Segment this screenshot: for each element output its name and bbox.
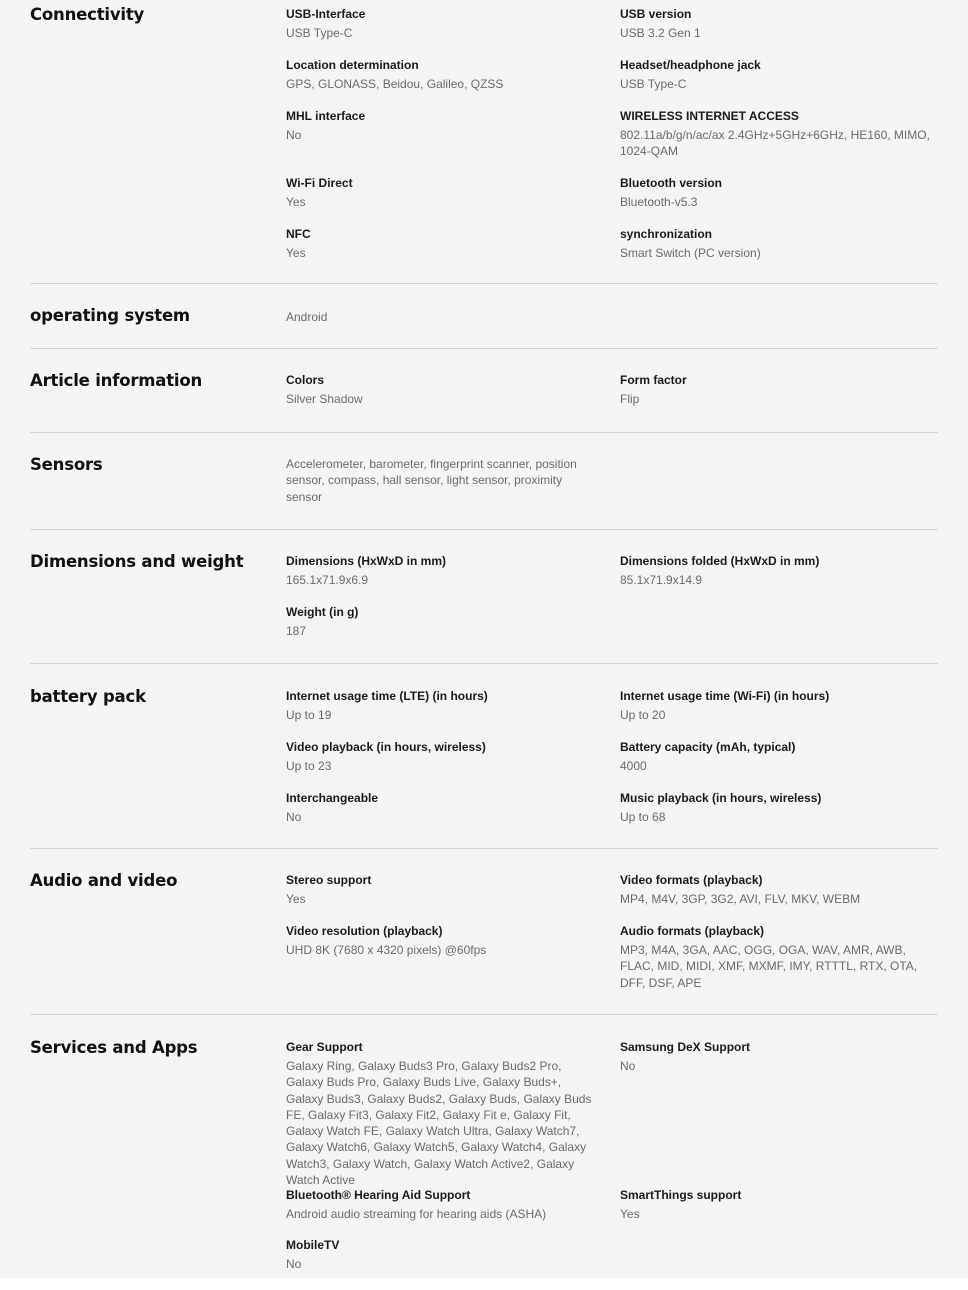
- spec-usb-interface: [286, 6, 596, 41]
- spec-internet-usage-lte: [286, 688, 596, 723]
- spec-value: Android: [286, 310, 328, 324]
- section-title: battery pack: [30, 687, 146, 706]
- section-title: Connectivity: [30, 5, 145, 24]
- spec-internet-usage-wifi: [620, 688, 930, 723]
- spec-label: Gear Support: [286, 1040, 363, 1054]
- spec-hearing-aid-support: [286, 1187, 596, 1222]
- spec-label: Audio formats (playback): [620, 924, 765, 938]
- spec-value: Flip: [620, 392, 640, 406]
- spec-value: 802.11a/b/g/n/ac/ax 2.4GHz+5GHz+6GHz, HE160, MIMO, 1024-QAM: [620, 128, 930, 159]
- spec-label: NFC: [286, 227, 311, 241]
- spec-label: Video playback (in hours, wireless): [286, 740, 486, 754]
- spec-value: Smart Switch (PC version): [620, 246, 761, 260]
- spec-mobiletv: [286, 1237, 596, 1272]
- spec-value: Up to 19: [286, 708, 332, 722]
- spec-value: No: [620, 1059, 636, 1073]
- spec-label: Dimensions (HxWxD in mm): [286, 554, 447, 568]
- section-divider: [30, 432, 938, 433]
- spec-audio-formats: [620, 923, 930, 991]
- spec-smartthings-support: [620, 1187, 930, 1222]
- spec-value: Yes: [620, 1207, 640, 1221]
- spec-label: USB version: [620, 7, 692, 21]
- spec-value: MP3, M4A, 3GA, AAC, OGG, OGA, WAV, AMR, AWB, FLAC, MID, MIDI, XMF, MXMF, IMY, RTTTL, RTX, OTA, DFF, DSF, APE: [620, 943, 918, 990]
- spec-value: Galaxy Ring, Galaxy Buds3 Pro, Galaxy Buds2 Pro, Galaxy Buds Pro, Galaxy Buds Live, Galaxy Buds+, Galaxy Buds3, Galaxy Buds2, Galaxy Buds, Galaxy Buds FE, Galaxy Fit3, Galaxy Fit2, Galaxy Fit e, Galaxy Fit, Galaxy Watch FE, Galaxy Watch Ultra, Galaxy Watch7, Galaxy Watch6, Galaxy Watch5, Galaxy Watch4, Galaxy Watch3, Galaxy Watch, Galaxy Watch Active2, Galaxy Watch Active: [286, 1059, 592, 1188]
- section-divider: [30, 663, 938, 664]
- spec-label: USB-Interface: [286, 7, 366, 21]
- section-divider: [30, 529, 938, 530]
- spec-operating-system: [286, 309, 596, 325]
- spec-label: Video resolution (playback): [286, 924, 443, 938]
- spec-value: Android audio streaming for hearing aids (ASHA): [286, 1207, 547, 1221]
- spec-interchangeable: [286, 790, 596, 825]
- section-title: Audio and video: [30, 871, 178, 890]
- spec-headset-jack: [620, 57, 930, 92]
- spec-label: Samsung DeX Support: [620, 1040, 751, 1054]
- spec-value: USB 3.2 Gen 1: [620, 26, 701, 40]
- spec-label: Video formats (playback): [620, 873, 763, 887]
- spec-label: Dimensions folded (HxWxD in mm): [620, 554, 820, 568]
- spec-label: Music playback (in hours, wireless): [620, 791, 822, 805]
- spec-value: MP4, M4V, 3GP, 3G2, AVI, FLV, MKV, WEBM: [620, 892, 861, 906]
- spec-dimensions: [286, 553, 596, 588]
- spec-label: Colors: [286, 373, 325, 387]
- spec-label: SmartThings support: [620, 1188, 742, 1202]
- section-title: Dimensions and weight: [30, 552, 244, 571]
- spec-label: MobileTV: [286, 1238, 340, 1252]
- spec-bluetooth-version: [620, 175, 930, 210]
- spec-value: Up to 23: [286, 759, 332, 773]
- spec-usb-version: [620, 6, 930, 41]
- spec-nfc: [286, 226, 596, 261]
- spec-weight: [286, 604, 596, 639]
- spec-video-resolution: [286, 923, 596, 958]
- spec-label: Wi-Fi Direct: [286, 176, 353, 190]
- spec-battery-capacity: [620, 739, 930, 774]
- spec-value: Bluetooth-v5.3: [620, 195, 698, 209]
- spec-label: Battery capacity (mAh, typical): [620, 740, 796, 754]
- spec-value: Yes: [286, 892, 306, 906]
- spec-dimensions-folded: [620, 553, 930, 588]
- spec-sensors: [286, 456, 592, 505]
- section-divider: [30, 1014, 938, 1015]
- spec-label: Stereo support: [286, 873, 372, 887]
- section-title: Sensors: [30, 455, 103, 474]
- spec-wireless-internet-access: [620, 108, 930, 160]
- section-title: Article information: [30, 371, 203, 390]
- section-title: operating system: [30, 306, 190, 325]
- spec-form-factor: [620, 372, 930, 407]
- spec-stereo-support: [286, 872, 596, 907]
- section-title: Services and Apps: [30, 1038, 198, 1057]
- spec-value: Up to 68: [620, 810, 666, 824]
- spec-label: Weight (in g): [286, 605, 359, 619]
- spec-label: MHL interface: [286, 109, 366, 123]
- spec-label: synchronization: [620, 227, 713, 241]
- spec-value: No: [286, 810, 302, 824]
- spec-label: Interchangeable: [286, 791, 379, 805]
- section-divider: [30, 283, 938, 284]
- spec-label: Headset/headphone jack: [620, 58, 761, 72]
- spec-value: Up to 20: [620, 708, 666, 722]
- spec-label: Location determination: [286, 58, 419, 72]
- spec-value: Silver Shadow: [286, 392, 363, 406]
- spec-value: 165.1x71.9x6.9: [286, 573, 369, 587]
- spec-value: Yes: [286, 195, 306, 209]
- section-divider: [30, 348, 938, 349]
- spec-video-formats: [620, 872, 930, 907]
- spec-value: Yes: [286, 246, 306, 260]
- spec-value: USB Type-C: [620, 77, 687, 91]
- spec-location-determination: [286, 57, 596, 92]
- spec-value: Accelerometer, barometer, fingerprint scanner, position sensor, compass, hall sensor, light sensor, proximity sensor: [286, 457, 577, 504]
- spec-label: WIRELESS INTERNET ACCESS: [620, 109, 799, 123]
- spec-music-playback: [620, 790, 930, 825]
- spec-value: No: [286, 128, 302, 142]
- spec-samsung-dex-support: [620, 1039, 930, 1074]
- spec-label: Bluetooth version: [620, 176, 723, 190]
- section-divider: [30, 848, 938, 849]
- spec-mhl-interface: [286, 108, 596, 143]
- spec-value: UHD 8K (7680 x 4320 pixels) @60fps: [286, 943, 487, 957]
- spec-value: GPS, GLONASS, Beidou, Galileo, QZSS: [286, 77, 504, 91]
- spec-value: No: [286, 1257, 302, 1271]
- spec-label: Internet usage time (LTE) (in hours): [286, 689, 488, 703]
- spec-label: Form factor: [620, 373, 687, 387]
- spec-value: 85.1x71.9x14.9: [620, 573, 703, 587]
- spec-gear-support: [286, 1039, 592, 1188]
- spec-value: 4000: [620, 759, 647, 773]
- spec-wifi-direct: [286, 175, 596, 210]
- spec-value: USB Type-C: [286, 26, 353, 40]
- spec-label: Internet usage time (Wi-Fi) (in hours): [620, 689, 830, 703]
- spec-colors: [286, 372, 596, 407]
- spec-video-playback: [286, 739, 596, 774]
- spec-value: 187: [286, 624, 307, 638]
- spec-synchronization: [620, 226, 930, 261]
- spec-label: Bluetooth® Hearing Aid Support: [286, 1188, 471, 1202]
